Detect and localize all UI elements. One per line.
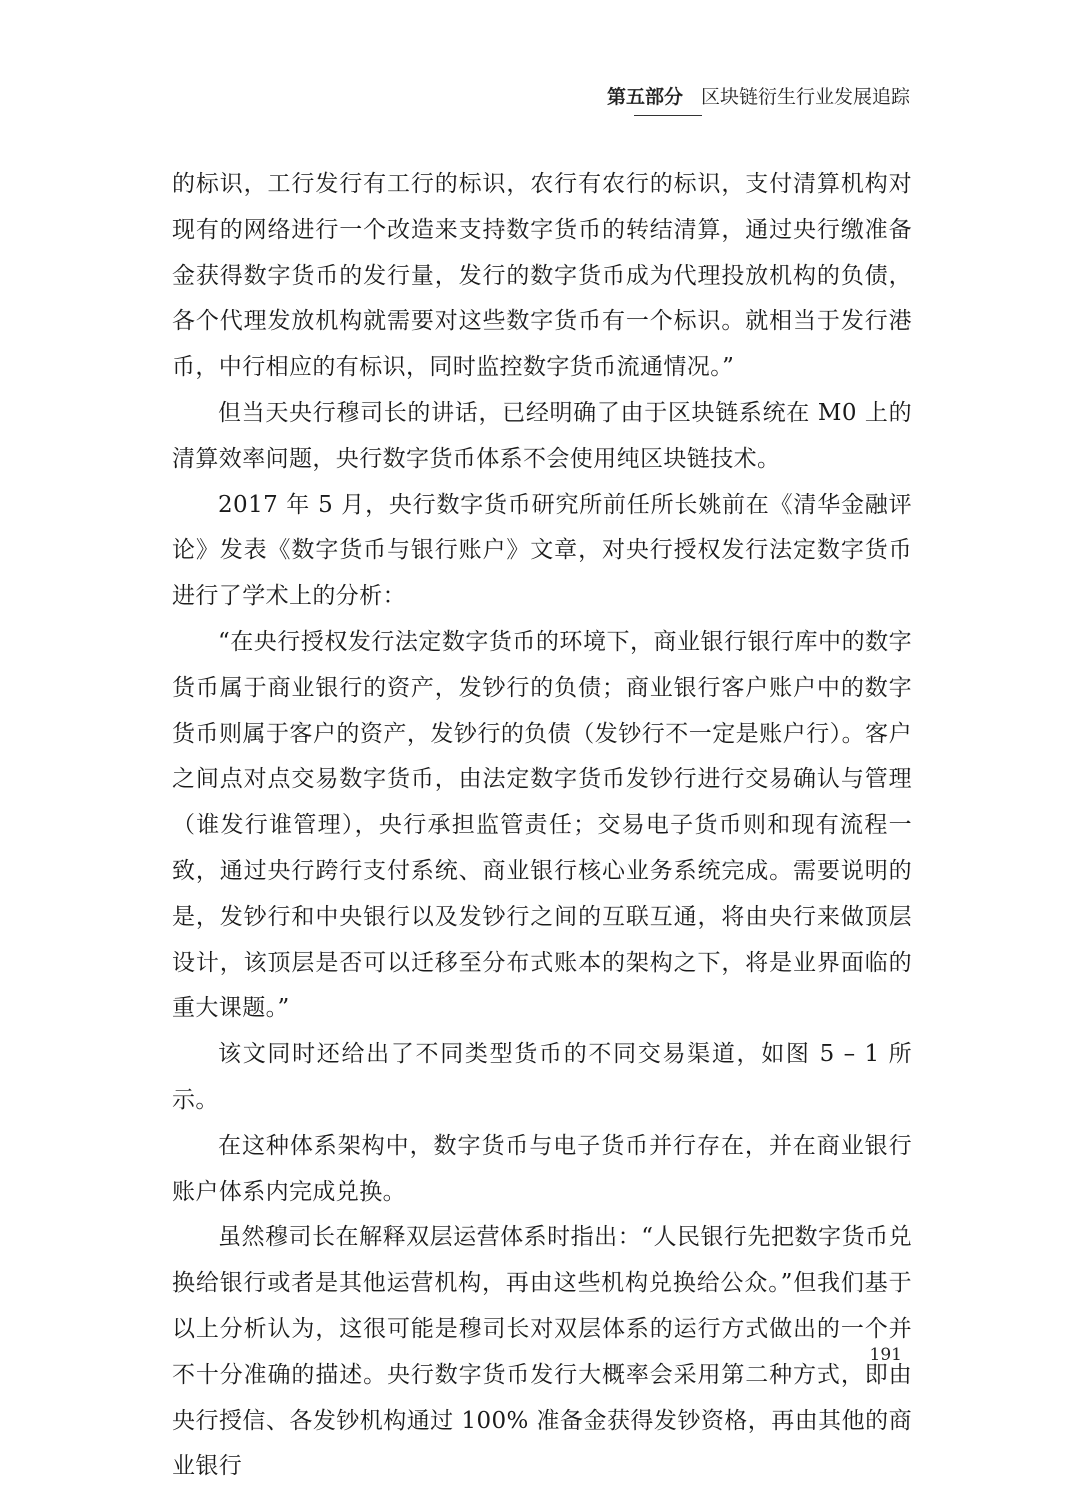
running-header [607, 84, 910, 110]
paragraph: 在这种体系架构中，数字货币与电子货币并行存在，并在商业银行账户体系内完成兑换。 [172, 1132, 912, 1205]
paragraph: “在央行授权发行法定数字货币的环境下，商业银行银行库中的数字货币属于商业银行的资产，发钞行的负债；商业银行客户账户中的数字货币则属于客户的资产，发钞行的负债（发钞行不一定是账户行）。客户之间点对点交易数字货币，由法定数字货币发钞行进行交易确认与管理（谁发行谁管理），央行承担监管责任；交易电子货币则和现有流程一致，通过央行跨行支付系统、商业银行核心业务系统完成。需要说明的是，发钞行和中央银行以及发钞行之间的互联互通，将由央行来做顶层设计，该顶层是否可以迁移至分布式账本的架构之下，将是业界面临的重大课题。” [172, 628, 912, 1022]
header-part-label: 第五部分 [606, 86, 683, 108]
paragraph: 的标识，工行发行有工行的标识，农行有农行的标识，支付清算机构对现有的网络进行一个改造来支持数字货币的转结清算，通过央行缴准备金获得数字货币的发行量，发行的数字货币成为代理投放机构的负债，各个代理发放机构就需要对这些数字货币有一个标识。就相当于发行港币，中行相应的有标识，同时监控数字货币流通情况。” [172, 171, 912, 381]
paragraph: 2017 年 5 月，央行数字货币研究所前任所长姚前在《清华金融评论》发表《数字货币与银行账户》文章，对央行授权发行法定数字货币进行了学术上的分析： [172, 491, 912, 610]
body-text [172, 162, 912, 1490]
header-chapter-title: 区块链衍生行业发展追踪 [700, 86, 910, 108]
header-rule [634, 115, 702, 116]
page-number: 191 [869, 1345, 902, 1365]
paragraph: 该文同时还给出了不同类型货币的不同交易渠道，如图 5 – 1 所示。 [172, 1041, 912, 1113]
paragraph: 虽然穆司长在解释双层运营体系时指出：“人民银行先把数字货币兑换给银行或者是其他运营机构，再由这些机构兑换给公众。”但我们基于以上分析认为，这很可能是穆司长对双层体系的运行方式做出的一个并不十分准确的描述。央行数字货币发行大概率会采用第二种方式，即由央行授信、各发钞机构通过 100% 准备金获得发钞资格，再由其他的商业银行 [172, 1224, 912, 1480]
paragraph: 但当天央行穆司长的讲话，已经明确了由于区块链系统在 M0 上的清算效率问题，央行数字货币体系不会使用纯区块链技术。 [172, 399, 912, 472]
